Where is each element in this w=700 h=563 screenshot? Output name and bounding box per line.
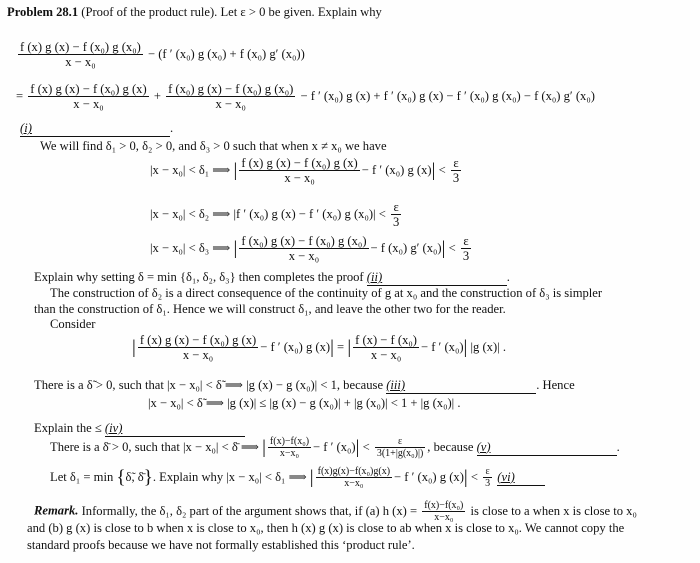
cond3-eps-den: 3 [462, 249, 470, 263]
cond1-eps-den: 3 [452, 171, 460, 185]
cond3-rest: − f (x₀) g′ (x₀) [370, 241, 442, 255]
hence-text: . Hence [536, 378, 575, 392]
eq1-rest: − (f ′ (x₀) g (x₀) + f (x₀) g′ (x₀)) [147, 47, 305, 61]
cond2-lhs: |x − x₀| < δ₂ ⟹ [150, 207, 231, 221]
consider-equation: | $\frac{\text{f (x) g (x) − f (x₀) g (x)}}{\text{x − x₀}}$ − f ′ (x₀) g (x)| = | $\frac{\text{f (x) − f (x₀)}}{\text{x − x₀}}$ − f ′ (x₀)| |g (x)| . [132, 333, 506, 362]
cond3-denominator: x − x₀ [288, 249, 320, 263]
exists2-denominator: x−x₀ [279, 448, 300, 459]
explain-le-text: Explain the ≤ [34, 421, 102, 435]
consider-numerator-2: f (x) − f (x₀) [355, 333, 417, 347]
problem-label: Problem 28.1 [7, 5, 79, 19]
consider-denominator-1: x − x₀ [182, 348, 214, 362]
remark-denominator: x−x₀ [434, 512, 454, 523]
remark-fraction [422, 500, 465, 523]
eq1-denominator: x − x₀ [65, 55, 96, 69]
explain-delta-text: Explain why setting δ = min {δ₁, δ₂, δ₃} then completes the proof [34, 270, 364, 284]
condition-1: |x − x₀| < δ₁ ⟹ | $\frac{\text{f (x) g (x) − f (x₀) g (x)}}{\text{x − x₀}}$ − f ′ (x₀) g (x)| < $\frac{\varepsilon}{3}$ [150, 156, 460, 185]
exists2-mid: − f ′ (x₀) [313, 440, 356, 454]
consider-tail: |g (x)| . [470, 340, 506, 354]
blank-iv-label: (iv) [104, 421, 123, 435]
problem-heading [7, 5, 382, 20]
remark-text-1b: is close to a when x is close to x₀ [470, 504, 637, 518]
cond1-lhs: |x − x₀| < δ₁ ⟹ [150, 163, 231, 177]
cond1-eps-num: ε [451, 156, 461, 171]
cond1-epsilon [451, 156, 461, 185]
because-text: , because [427, 440, 474, 454]
consider-denominator-2: x − x₀ [370, 348, 402, 362]
cond1-lt: < [438, 163, 446, 177]
cond1-denominator: x − x₀ [284, 171, 315, 185]
construction-text-2: than the construction of δ₁. Hence we will construct δ₁, and leave the other two for the reader. [34, 302, 506, 316]
explain-delta-line: Explain why setting δ = min {δ₁, δ₂, δ₃} then completes the proof (ii) . [34, 270, 510, 284]
exists2-eps-den: 3(1+|g(x₀)|) [376, 448, 424, 459]
blank-iv-line [105, 421, 245, 437]
remark-line-1 [34, 500, 637, 523]
blank-vi-line [497, 470, 545, 486]
exists2-epsilon [375, 436, 425, 459]
let-delta-line: Let δ₁ = min {δ̃, δ̄}. Explain why |x − x₀| < δ₁ ⟹ | $\frac{\text{f(x)g(x)−f(x₀)g(x)}}{\text{x−x₀}}$ − f ′ (x₀) g (x)| < $\frac{\varepsilon}{3}$ (vi) [50, 466, 545, 489]
eq2-rest: − f ′ (x₀) g (x) + f ′ (x₀) g (x) − f ′ (x₀) g (x₀) − f (x₀) g′ (x₀) [300, 89, 595, 103]
let-delta-pre: Let δ₁ = min [50, 470, 114, 484]
eq2-lead: = [16, 89, 24, 103]
eq1-numerator: f (x) g (x) − f (x₀) g (x₀) [20, 40, 141, 54]
blank-iii-label: (iii) [386, 378, 406, 392]
cond3-numerator: f (x₀) g (x) − f (x₀) g (x₀) [241, 234, 367, 248]
eq2-numerator-1: f (x) g (x) − f (x₀) g (x) [30, 82, 147, 96]
find-deltas-text: We will find δ₁ > 0, δ₂ > 0, and δ₃ > 0 such that when x ≠ x₀ we have [40, 139, 387, 153]
let-eps-num: ε [483, 466, 492, 478]
let-numerator: f(x)g(x)−f(x₀)g(x) [317, 466, 391, 477]
let-mid: − f ′ (x₀) g (x) [394, 470, 464, 484]
equation-2 [16, 82, 595, 111]
cond3-lt: < [448, 241, 456, 255]
consider-fraction-1 [138, 333, 258, 362]
cond2-body: |f ′ (x₀) g (x) − f ′ (x₀) g (x₀)| < [233, 207, 386, 221]
blank-i: (i) . [20, 121, 174, 135]
eq2-denominator-1: x − x₀ [73, 97, 104, 111]
explain-le-line [34, 421, 245, 437]
cond3-fraction [239, 234, 368, 263]
cond3-epsilon [461, 234, 471, 263]
exists-delta-tilde [34, 378, 575, 394]
problem-subtitle: (Proof of the product rule). Let ε > 0 be given. Explain why [81, 5, 382, 19]
remark-line-3: standard proofs because we have not formally established this ‘product rule’. [27, 538, 415, 552]
cond1-numerator: f (x) g (x) − f (x₀) g (x) [241, 156, 358, 170]
cond1-rest: − f ′ (x₀) g (x) [361, 163, 432, 177]
condition-2 [150, 200, 403, 229]
blank-v-line [477, 440, 617, 456]
exists2-fraction [268, 436, 311, 459]
exists2-numerator: f(x)−f(x₀) [269, 436, 310, 447]
blank-i-line [20, 121, 170, 137]
construction-text-1: The construction of δ₂ is a direct consequence of the continuity of g at x₀ and the construction of δ₃ is simpler [50, 286, 603, 300]
cond2-epsilon [391, 200, 401, 229]
eq2-denominator-2: x − x₀ [215, 97, 246, 111]
blank-v-label: (v) [476, 439, 491, 454]
eq2-fraction-1 [28, 82, 148, 111]
blank-iii-line [386, 378, 536, 394]
remark-text-1a: Informally, the δ₁, δ₂ part of the argument shows that, if (a) h (x) = [81, 504, 418, 518]
let-epsilon [483, 466, 492, 489]
cond2-eps-den: 3 [392, 215, 400, 229]
cond3-eps-num: ε [461, 234, 471, 249]
consider-numerator-1: f (x) g (x) − f (x₀) g (x) [139, 333, 257, 347]
exists-delta-bar: There is a δ̄ > 0, such that |x − x₀| < δ̄ ⟹ | $\frac{\text{f(x)−f(x₀)}}{\text{x−x₀}}$ − f ′ (x₀)| < $\frac{\varepsilon}{\text{3(1+|g(x₀)|)}}$ , because (v) . [50, 436, 620, 459]
let-fraction [316, 466, 392, 489]
exists-delta-bar-text: There is a δ̄ > 0, such that |x − x₀| < δ̄ ⟹ [50, 440, 259, 454]
let-delta-set: δ̃, δ̄ [125, 470, 144, 484]
let-lt: < [470, 470, 478, 484]
remark-numerator: f(x)−f(x₀) [424, 500, 464, 511]
blank-i-label: (i) [20, 121, 32, 135]
eq2-numerator-2: f (x₀) g (x) − f (x₀) g (x₀) [168, 82, 294, 96]
equation-1 [16, 40, 305, 69]
consider-fraction-2 [353, 333, 419, 362]
let-eps-den: 3 [485, 478, 491, 489]
consider-text: Consider [50, 317, 96, 331]
let-denominator: x−x₀ [344, 478, 364, 489]
consider-mid: − f ′ (x₀) g (x) [260, 340, 331, 354]
cond1-fraction [239, 156, 359, 185]
blank-ii-line [367, 270, 507, 286]
bound-inequality: |x − x₀| < δ̃ ⟹ |g (x)| ≤ |g (x) − g (x₀)| + |g (x₀)| < 1 + |g (x₀)| . [148, 396, 461, 410]
let-delta-post: . Explain why |x − x₀| < δ₁ ⟹ [152, 470, 307, 484]
consider-eq: = [337, 340, 345, 354]
blank-vi-label: (vi) [497, 469, 515, 484]
exists2-eps-num: ε [375, 436, 425, 448]
eq2-fraction-2 [166, 82, 295, 111]
consider-mid-2: − f ′ (x₀) [420, 340, 464, 354]
remark-label: Remark. [34, 503, 79, 518]
exists-delta-tilde-text: There is a δ̃ > 0, such that |x − x₀| < δ̃ ⟹ |g (x) − g (x₀)| < 1, because [34, 378, 384, 392]
cond2-eps-num: ε [391, 200, 401, 215]
eq1-fraction [18, 40, 143, 69]
remark-line-2: and (b) g (x) is close to b when x is close to x₀, then h (x) g (x) is close to ab when x is close to x₀. We cannot copy the [27, 521, 625, 535]
eq2-plus: + [153, 89, 161, 103]
cond3-lhs: |x − x₀| < δ₃ ⟹ [150, 241, 231, 255]
period-v: . [616, 440, 620, 454]
blank-ii-label: (ii) [366, 270, 383, 284]
condition-3: |x − x₀| < δ₃ ⟹ | $\frac{\text{f (x₀) g (x) − f (x₀) g (x₀)}}{\text{x − x₀}}$ − f (x₀) g′ (x₀)| < $\frac{\varepsilon}{3}$ [150, 234, 470, 263]
exists2-lt: < [362, 440, 370, 454]
